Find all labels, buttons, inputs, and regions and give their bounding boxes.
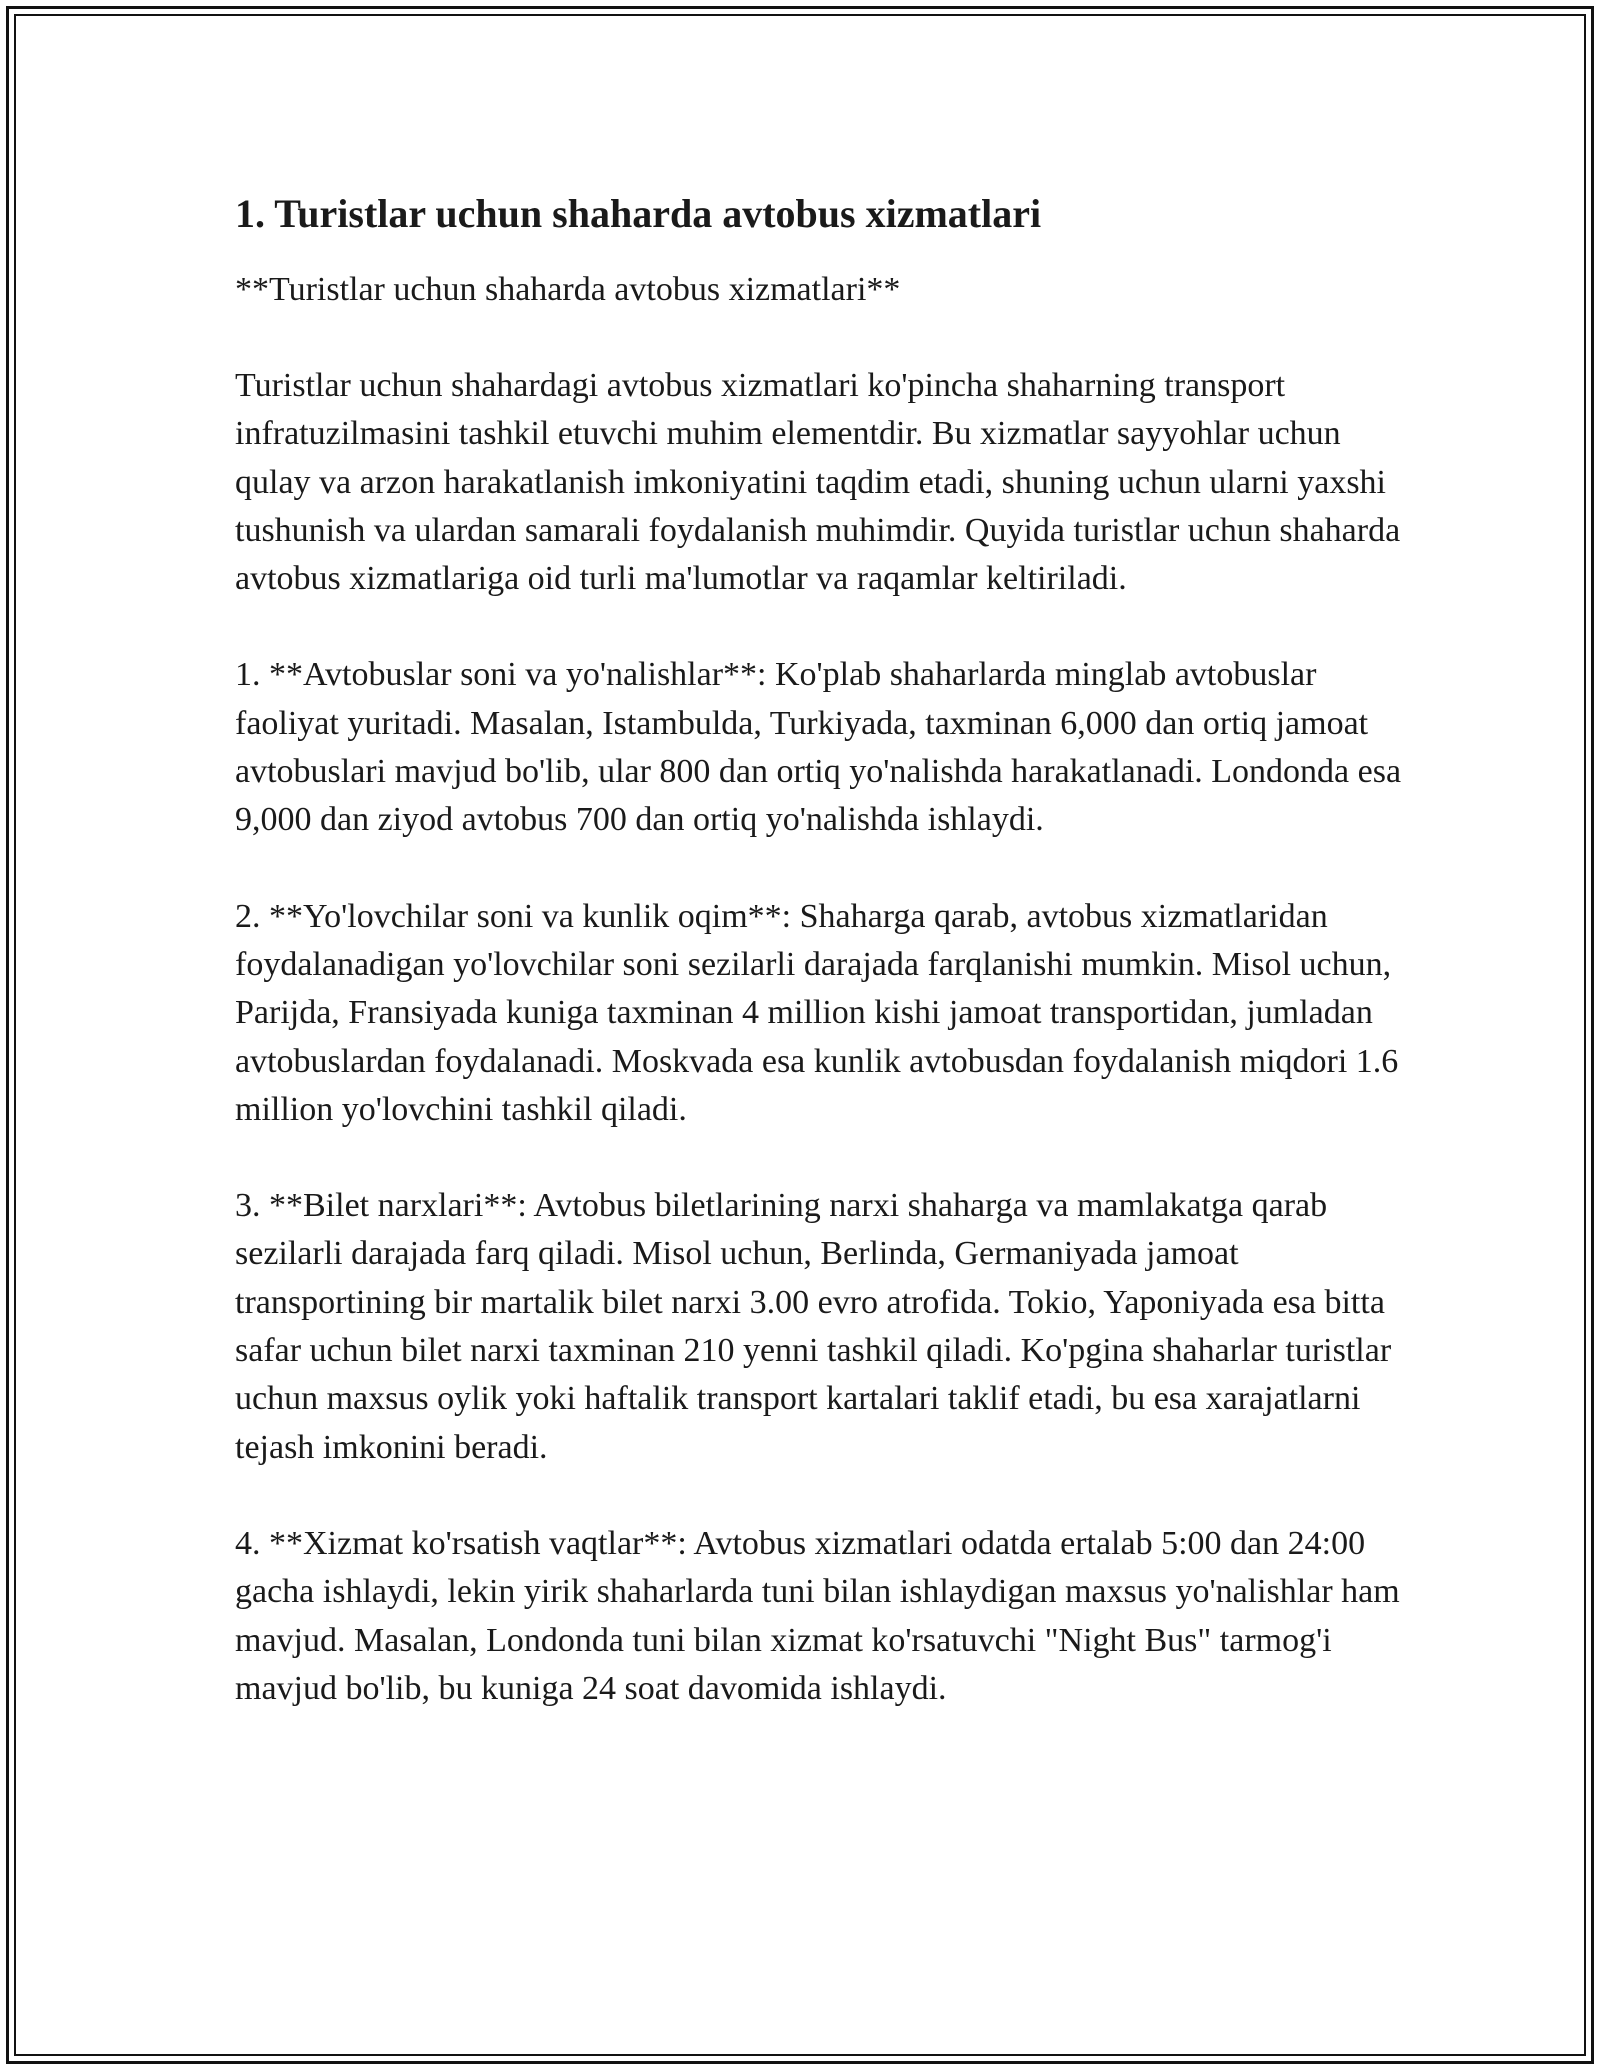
- paragraph-service-hours: 4. **Xizmat ko'rsatish vaqtlar**: Avtobus xizmatlari odatda ertalab 5:00 dan 24:00 gacha ishlaydi, lekin yirik shaharlarda tuni bilan ishlaydigan maxsus yo'nalishlar ham mavjud. Masalan, Londonda tuni bilan xizmat ko'rsatuvchi "Night Bus" tarmog'i mavjud bo'lib, bu kuniga 24 soat davomida ishlaydi.: [235, 1524, 1400, 1707]
- document-subtitle: **Turistlar uchun shaharda avtobus xizmatlari**: [235, 271, 901, 308]
- document-title: 1. Turistlar uchun shaharda avtobus xizmatlari: [235, 191, 1042, 236]
- paragraph-ticket-prices: 3. **Bilet narxlari**: Avtobus biletlarining narxi shaharga va mamlakatga qarab sezilarli darajada farq qiladi. Misol uchun, Berlinda, Germaniyada jamoat transportining bir martalik bilet narxi 3.00 evro atrofida. Tokio, Yaponiyada esa bitta safar uchun bilet narxi taxminan 210 yenni tashkil qiladi. Ko'pgina shaharlar turistlar uchun maxsus oylik yoki haftalik transport kartalari taklif etadi, bu esa xarajatlarni tejash imkonini beradi.: [235, 1187, 1392, 1466]
- paragraph-bus-count-routes: 1. **Avtobuslar soni va yo'nalishlar**: Ko'plab shaharlarda minglab avtobuslar faoliyat yuritadi. Masalan, Istambulda, Turkiyada, taxminan 6,000 dan ortiq jamoat avtobuslari mavjud bo'lib, ular 800 dan ortiq yo'nalishda harakatlanadi. Londonda esa 9,000 dan ziyod avtobus 700 dan ortiq yo'nalishda ishlaydi.: [235, 656, 1402, 839]
- intro-paragraph: Turistlar uchun shahardagi avtobus xizmatlari ko'pincha shaharning transport infratuzilmasini tashkil etuvchi muhim elementdir. Bu xizmatlar sayyohlar uchun qulay va arzon harakatlanish imkoniyatini taqdim etadi, shuning uchun ularni yaxshi tushunish va ulardan samarali foydalanish muhimdir. Quyida turistlar uchun shaharda avtobus xizmatlariga oid turli ma'lumotlar va raqamlar keltiriladi.: [235, 367, 1401, 598]
- document-content: [235, 186, 1415, 1713]
- paragraph-passenger-flow: 2. **Yo'lovchilar soni va kunlik oqim**: Shaharga qarab, avtobus xizmatlaridan foydalanadigan yo'lovchilar soni sezilarli darajada farqlanishi mumkin. Misol uchun, Parijda, Fransiyada kuniga taxminan 4 million kishi jamoat transportidan, jumladan avtobuslardan foydalanadi. Moskvada esa kunlik avtobusdan foydalanish miqdori 1.6 million yo'lovchini tashkil qiladi.: [235, 897, 1399, 1128]
